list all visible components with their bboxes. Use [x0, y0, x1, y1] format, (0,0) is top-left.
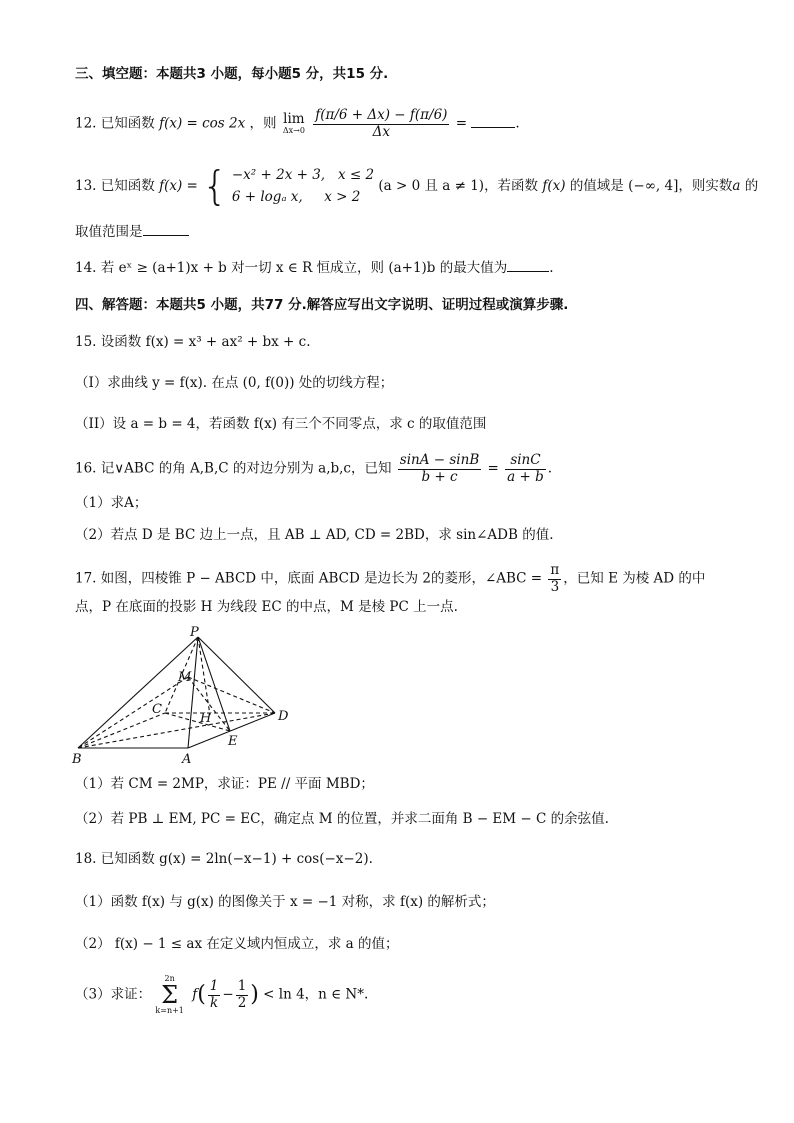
sum-frac2-den: 2: [237, 994, 247, 1011]
q14-answer-blank: [507, 271, 549, 272]
q13-number: 13.: [75, 178, 97, 195]
pyramid-figure: [70, 625, 310, 770]
edge-PA: [188, 637, 198, 748]
q18-part-1: （1）函数 f(x) 与 g(x) 的图像关于 x = −1 对称，求 f(x) 的解析式；: [75, 894, 495, 910]
q13-range: (−∞, 4]: [628, 178, 679, 195]
q13-text-d: ，则实数: [678, 178, 733, 195]
section-4-header: 四、解答题：本题共5 小题，共77 分.解答应写出文字说明、证明过程或演算步骤.: [75, 297, 569, 313]
q13-text-a: 已知函数: [100, 178, 155, 195]
sigma-symbol: Σ: [161, 981, 179, 1009]
q16-part-2: （2）若点 D 是 BC 边上一点，且 AB ⊥ AD, CD = 2BD，求 sin∠ADB 的值.: [75, 527, 554, 543]
q18-stem: 已知函数 g(x) = 2ln(−x−1) + cos(−x−2).: [100, 851, 373, 867]
q13-line2: [75, 226, 189, 240]
q17-line1-b: ，已知 E 为棱 AD 的中: [563, 570, 706, 587]
sum-frac-1: [208, 979, 221, 1011]
sum-upper: 2n: [164, 974, 175, 983]
q12-text-b: ，则: [249, 115, 277, 132]
q12-limit: [283, 113, 305, 135]
q12-numerator: f(π/6 + Δx) − f(π/6): [315, 107, 448, 123]
q13-text-b: ，若函数: [484, 178, 539, 195]
q13-case1-expr: −x² + 2x + 3,: [231, 167, 326, 183]
q17-number: 17.: [75, 570, 97, 587]
question-18: [75, 853, 373, 867]
q16-number: 16.: [75, 460, 97, 477]
q16-frac2-num: sinC: [505, 453, 546, 470]
sum-f: f: [192, 986, 198, 1003]
q14-number: 14.: [75, 260, 97, 276]
q15-part-2: （II）设 a = b = 4，若函数 f(x) 有三个不同零点，求 c 的取值范围: [75, 416, 487, 432]
q18-part-3: [75, 975, 368, 1015]
sum-frac2-num: 1: [237, 977, 247, 994]
label-E: E: [228, 734, 238, 749]
edge-PB: [78, 637, 198, 748]
q13-case1-cond: x ≤ 2: [337, 167, 375, 183]
q16-stem: 记∨ABC 的角 A,B,C 的对边分别为 a,b,c，已知: [100, 460, 392, 477]
right-paren: ): [250, 982, 259, 1007]
q18-summation: [155, 975, 184, 1015]
edge-PH: [198, 637, 210, 715]
label-B: B: [72, 752, 82, 767]
q16-fraction-2: [505, 453, 546, 485]
q17-part-2: （2）若 PB ⊥ EM, PC = EC，确定点 M 的位置，并求二面角 B − EM − C 的余弦值.: [75, 811, 609, 827]
section-3-header: 三、填空题：本题共3 小题，每小题5 分，共15 分.: [75, 66, 389, 82]
q12-denominator: Δx: [372, 123, 391, 140]
question-15: [75, 336, 311, 350]
q16-frac2-den: a + b: [507, 468, 544, 485]
sum-minus: −: [222, 986, 234, 1003]
edge-CE: [165, 713, 230, 731]
question-17: [75, 563, 705, 595]
q13-line2-text: 取值范围是: [75, 224, 143, 240]
q12-function: f(x) = cos 2x: [159, 115, 246, 132]
q18-part-2: （2） f(x) − 1 ≤ ax 在定义域内恒成立，求 a 的值；: [75, 936, 399, 952]
label-D: D: [278, 709, 289, 724]
question-13: [75, 165, 758, 208]
q12-answer-blank: [471, 127, 515, 128]
q13-cases: [232, 165, 374, 208]
question-14: 14. 若 eˣ ≥ (a+1)x + b 对一切 x ∈ R 恒成立，则 (a+1)b 的最大值为 .: [75, 260, 554, 276]
q18-p3-tail: < ln 4，n ∈ N*.: [263, 986, 369, 1003]
sum-frac1-num: 1: [209, 977, 219, 994]
sum-lower: k=n+1: [155, 1006, 184, 1015]
q13-condition: (a > 0 且 a ≠ 1): [378, 178, 485, 195]
q13-function: f(x) =: [159, 178, 198, 195]
q13-text-e: 的: [744, 178, 759, 195]
sum-frac-2: [236, 979, 249, 1011]
edge-MD: [188, 677, 275, 713]
q13-brace: {: [202, 163, 228, 210]
q17-angle-den: 3: [550, 578, 560, 595]
label-A: A: [182, 752, 192, 767]
label-H: H: [200, 711, 212, 726]
q12-fraction: [313, 108, 449, 140]
q16-frac1-den: b + c: [421, 468, 458, 485]
edge-BC: [78, 713, 165, 748]
label-P: P: [190, 625, 199, 640]
q16-equals: =: [487, 460, 499, 477]
q15-part-1: （I）求曲线 y = f(x). 在点 (0, f(0)) 处的切线方程；: [75, 375, 394, 391]
q16-part-1: （1）求A；: [75, 495, 148, 511]
q17-angle-fraction: [548, 563, 561, 595]
q18-p3-lead: （3）求证：: [75, 986, 152, 1003]
q13-var-a: a: [732, 178, 741, 195]
q13-fx: f(x): [542, 178, 566, 195]
q15-stem: 设函数 f(x) = x³ + ax² + bx + c.: [100, 334, 311, 350]
edge-BD: [78, 713, 275, 748]
q12-text-a: 已知函数: [100, 115, 155, 132]
question-12: 12. 已知函数 f(x) = cos 2x ，则 lim Δx→0 $\frac{f(\pi/6 + \Delta x) - f(\pi/6)}{\Delta x}$ = .: [75, 107, 520, 140]
q14-text: 若 eˣ ≥ (a+1)x + b 对一切 x ∈ R 恒成立，则 (a+1)b 的最大值为: [100, 260, 508, 276]
q18-number: 18.: [75, 851, 97, 867]
q12-number: 12.: [75, 115, 97, 132]
q17-line2: 点，P 在底面的投影 H 为线段 EC 的中点，M 是棱 PC 上一点.: [75, 599, 458, 615]
edge-MB: [78, 677, 188, 748]
q15-number: 15.: [75, 334, 97, 350]
label-C: C: [152, 702, 162, 717]
q17-line1-a: 如图，四棱锥 P − ABCD 中，底面 ABCD 是边长为 2的菱形，∠ABC =: [100, 570, 543, 587]
sum-frac1-den: k: [209, 994, 219, 1011]
q16-frac1-num: sinA − sinB: [399, 452, 480, 468]
q12-lim-sub: Δx→0: [282, 125, 305, 135]
question-16: [75, 453, 552, 485]
q13-answer-blank: [143, 235, 189, 236]
q12-lim-word: lim: [283, 111, 305, 128]
q13-case2-expr: 6 + logₐ x,: [231, 188, 303, 205]
label-M: M: [178, 670, 192, 685]
q13-text-c: 的值域是: [569, 178, 624, 195]
left-paren: (: [197, 982, 206, 1007]
q13-case2-cond: x > 2: [324, 188, 361, 205]
q16-end: .: [547, 460, 553, 477]
edge-PD: [198, 637, 275, 713]
q12-equals: =: [455, 115, 468, 132]
q16-fraction-1: [398, 453, 481, 485]
q17-part-1: （1）若 CM = 2MP，求证：PE // 平面 MBD；: [75, 776, 374, 792]
q17-angle-num: π: [550, 562, 560, 578]
